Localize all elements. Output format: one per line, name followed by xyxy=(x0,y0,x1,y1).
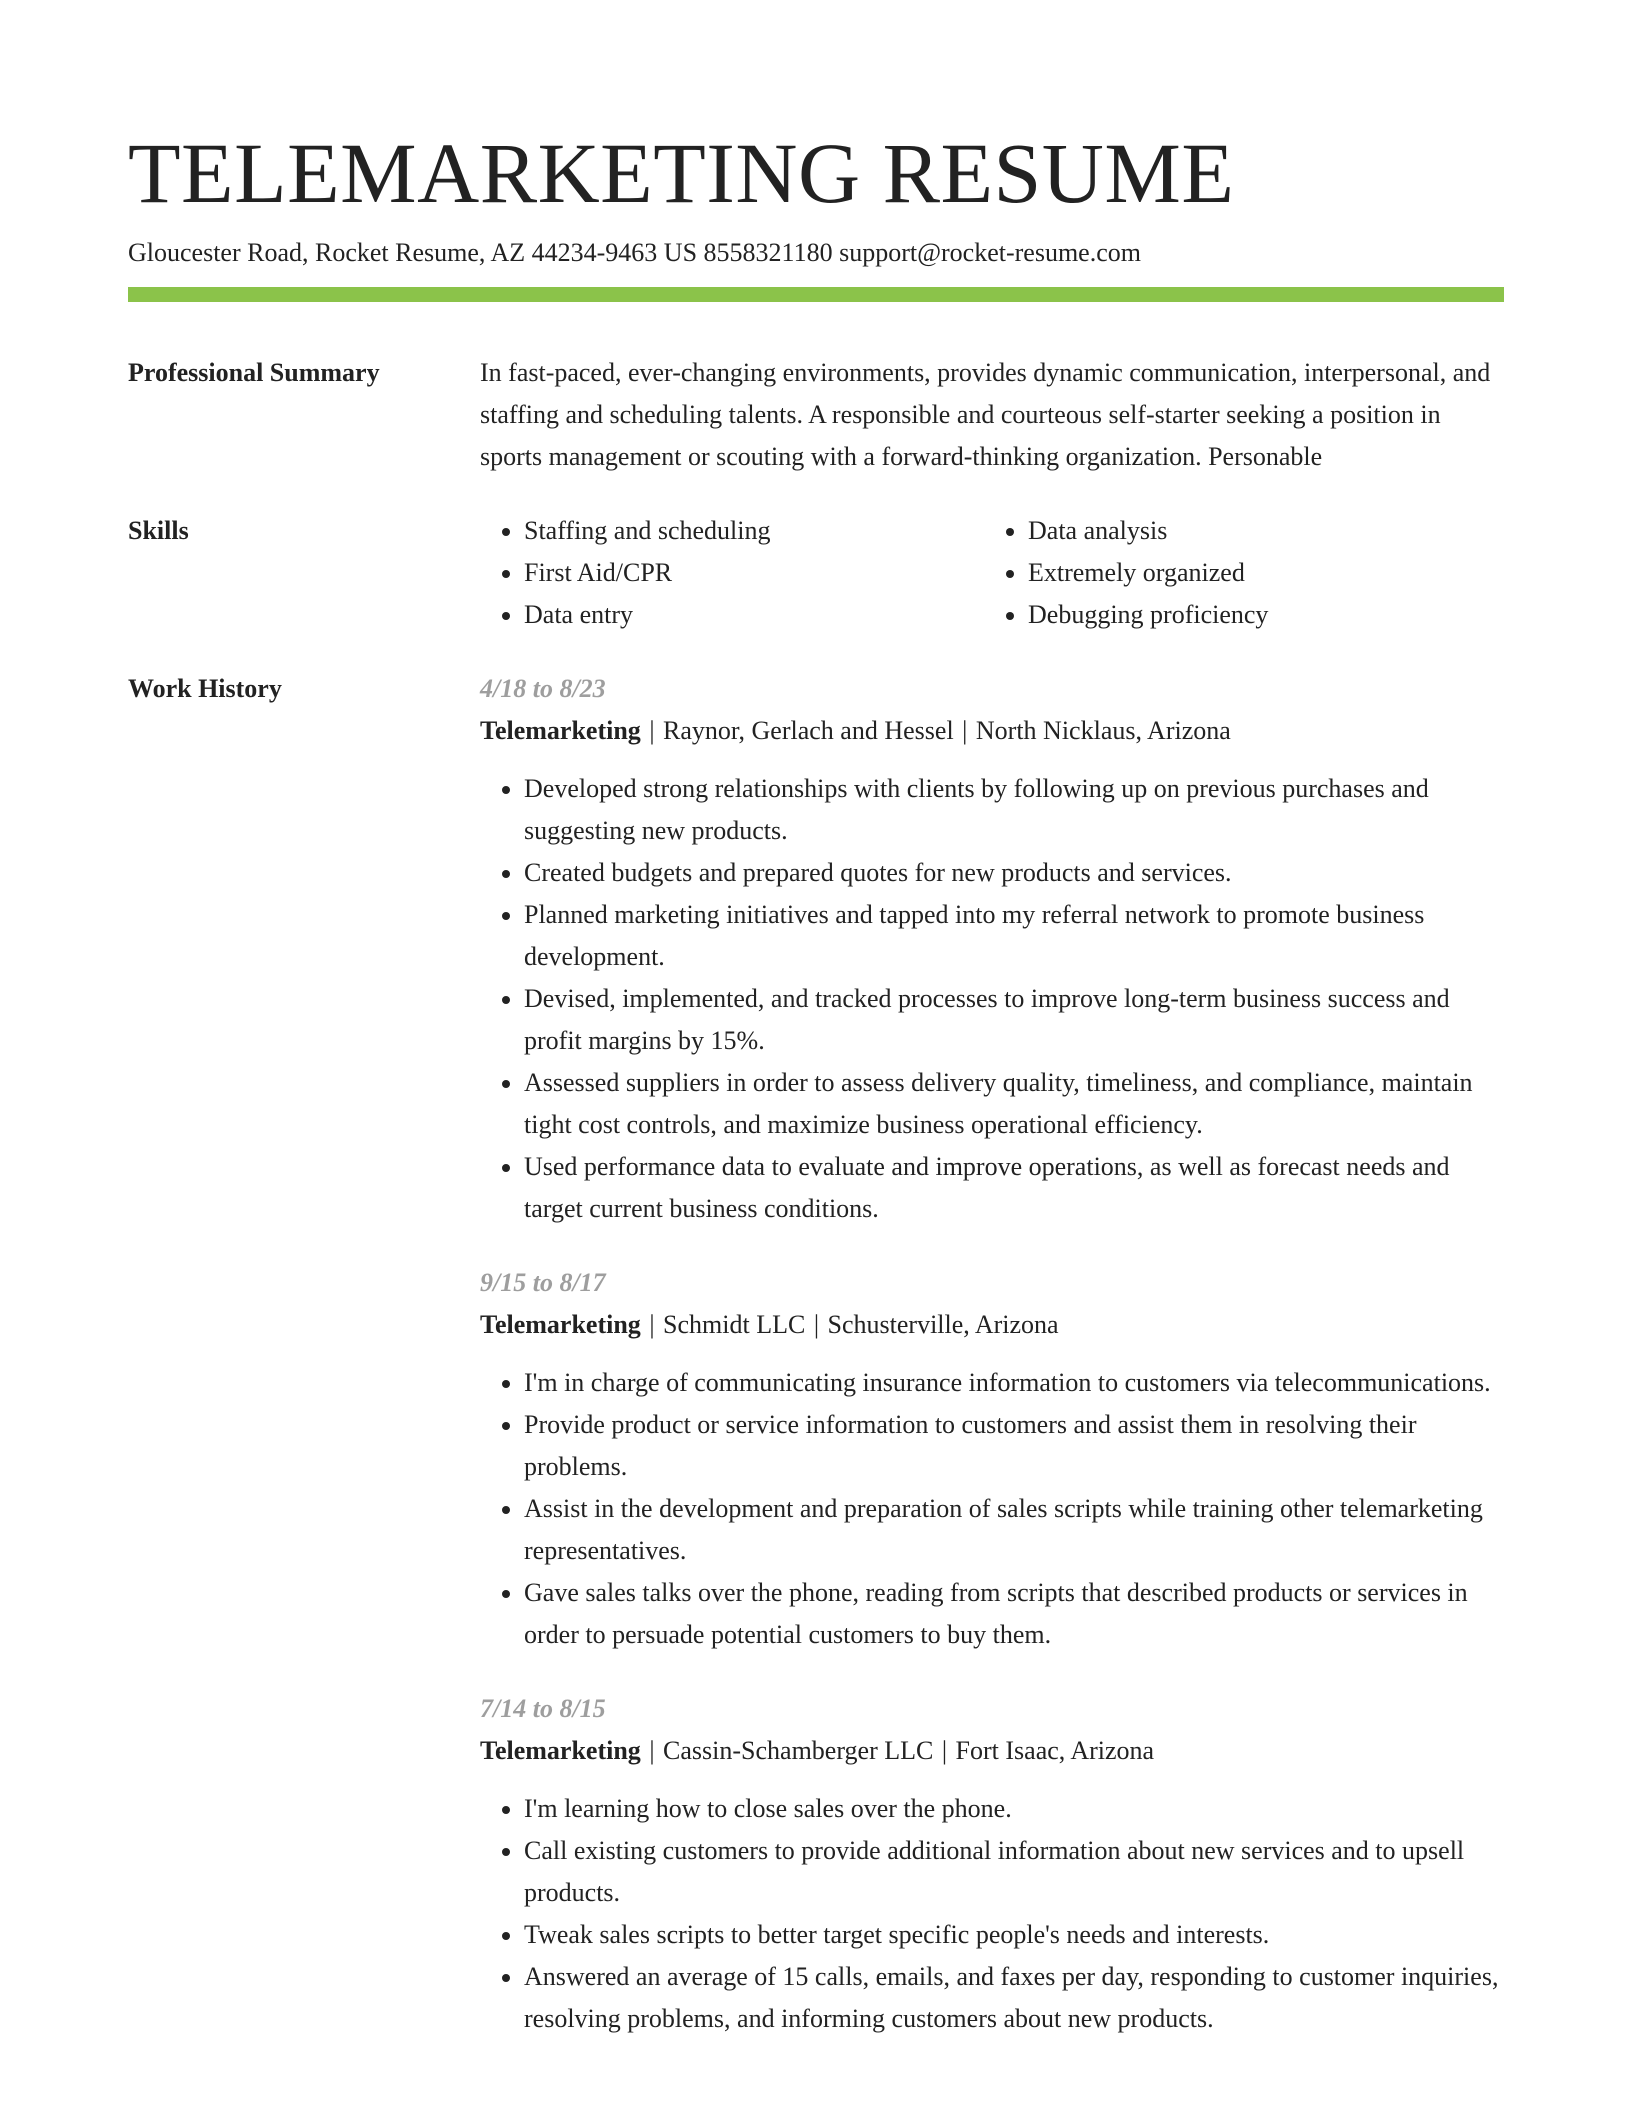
job-title: Telemarketing xyxy=(480,1310,641,1339)
job-duties xyxy=(480,1788,1504,2040)
job-separator: | xyxy=(649,1736,655,1765)
skill-item: • Data entry xyxy=(524,594,984,636)
skill-item: • Staffing and scheduling xyxy=(524,510,984,552)
job-location: Fort Isaac, Arizona xyxy=(955,1736,1155,1765)
job-location: Schusterville, Arizona xyxy=(827,1310,1059,1339)
resume-title: TELEMARKETING RESUME xyxy=(128,125,1235,221)
job-dates: 7/14 to 8/15 xyxy=(480,1694,606,1723)
job-duty: • I'm in charge of communicating insurance information to customers via telecommunications. xyxy=(524,1362,1504,1404)
skills-column-right xyxy=(984,510,1504,636)
job-entry xyxy=(480,1688,1504,2040)
job-duty: • Call existing customers to provide additional information about new services and to upsell products. xyxy=(524,1830,1504,1914)
summary-body xyxy=(480,352,1504,478)
job-duty: • Assist in the development and preparation of sales scripts while training other telemarketing representatives. xyxy=(524,1488,1504,1572)
job-dates: 9/15 to 8/17 xyxy=(480,1268,606,1297)
job-heading-line xyxy=(480,1304,1504,1346)
work-history-section xyxy=(128,668,1504,2072)
contact-email: support@rocket-resume.com xyxy=(839,238,1141,267)
job-duty: • Planned marketing initiatives and tapped into my referral network to promote business development. xyxy=(524,894,1504,978)
skill-item: • Data analysis xyxy=(1028,510,1504,552)
job-separator: | xyxy=(649,1310,655,1339)
job-duty: • Assessed suppliers in order to assess delivery quality, timeliness, and compliance, maintain tight cost controls, and maximize business operational efficiency. xyxy=(524,1062,1504,1146)
summary-section xyxy=(128,352,1504,478)
job-entry xyxy=(480,1262,1504,1656)
job-company: Cassin-Schamberger LLC xyxy=(663,1736,934,1765)
accent-divider xyxy=(128,287,1504,302)
job-entry xyxy=(480,668,1504,1230)
summary-heading: Professional Summary xyxy=(128,358,380,387)
skills-column-left xyxy=(480,510,984,636)
job-separator: | xyxy=(962,716,968,745)
job-title: Telemarketing xyxy=(480,716,641,745)
job-heading-line xyxy=(480,1730,1504,1772)
job-duties xyxy=(480,1362,1504,1656)
job-separator: | xyxy=(941,1736,948,1765)
job-duty: • I'm learning how to close sales over the phone. xyxy=(524,1788,1504,1830)
job-duty: • Developed strong relationships with clients by following up on previous purchases and suggesting new products. xyxy=(524,768,1504,852)
skills-heading: Skills xyxy=(128,516,189,545)
job-duty: • Provide product or service information to customers and assist them in resolving their problems. xyxy=(524,1404,1504,1488)
contact-line xyxy=(128,236,1504,270)
skill-item: • First Aid/CPR xyxy=(524,552,984,594)
job-duty: • Gave sales talks over the phone, reading from scripts that described products or services in order to persuade potential customers to buy them. xyxy=(524,1572,1504,1656)
skill-item: • Extremely organized xyxy=(1028,552,1504,594)
skills-section xyxy=(128,510,1504,636)
job-duty: • Devised, implemented, and tracked processes to improve long-term business success and profit margins by 15%. xyxy=(524,978,1504,1062)
job-company: Raynor, Gerlach and Hessel xyxy=(663,716,954,745)
job-separator: | xyxy=(649,716,655,745)
skills-list xyxy=(480,510,1504,636)
job-heading-line xyxy=(480,710,1504,752)
contact-phone: 8558321180 xyxy=(703,238,833,267)
work-history-body xyxy=(480,668,1504,2072)
summary-text: In fast-paced, ever-changing environments, provides dynamic communication, interpersonal, and staffing and scheduling talents. A responsible and courteous self-starter seeking a position in sports management or scouting with a forward-thinking organization. Personable xyxy=(480,358,1491,471)
job-duty: • Used performance data to evaluate and improve operations, as well as forecast needs and target current business conditions. xyxy=(524,1146,1504,1230)
job-duty: • Created budgets and prepared quotes for new products and services. xyxy=(524,852,1504,894)
job-duties xyxy=(480,768,1504,1230)
resume-page xyxy=(128,118,1504,2072)
job-company: Schmidt LLC xyxy=(663,1310,806,1339)
job-title: Telemarketing xyxy=(480,1736,641,1765)
job-location: North Nicklaus, Arizona xyxy=(975,716,1231,745)
work-history-heading: Work History xyxy=(128,674,282,703)
job-dates: 4/18 to 8/23 xyxy=(480,674,606,703)
job-duty: • Tweak sales scripts to better target specific people's needs and interests. xyxy=(524,1914,1504,1956)
job-duty: • Answered an average of 15 calls, emails, and faxes per day, responding to customer inquiries, resolving problems, and informing customers about new products. xyxy=(524,1956,1504,2040)
job-separator: | xyxy=(813,1310,820,1339)
skill-item: • Debugging proficiency xyxy=(1028,594,1504,636)
contact-address: Gloucester Road, Rocket Resume, AZ 44234-9463 US xyxy=(128,238,698,267)
